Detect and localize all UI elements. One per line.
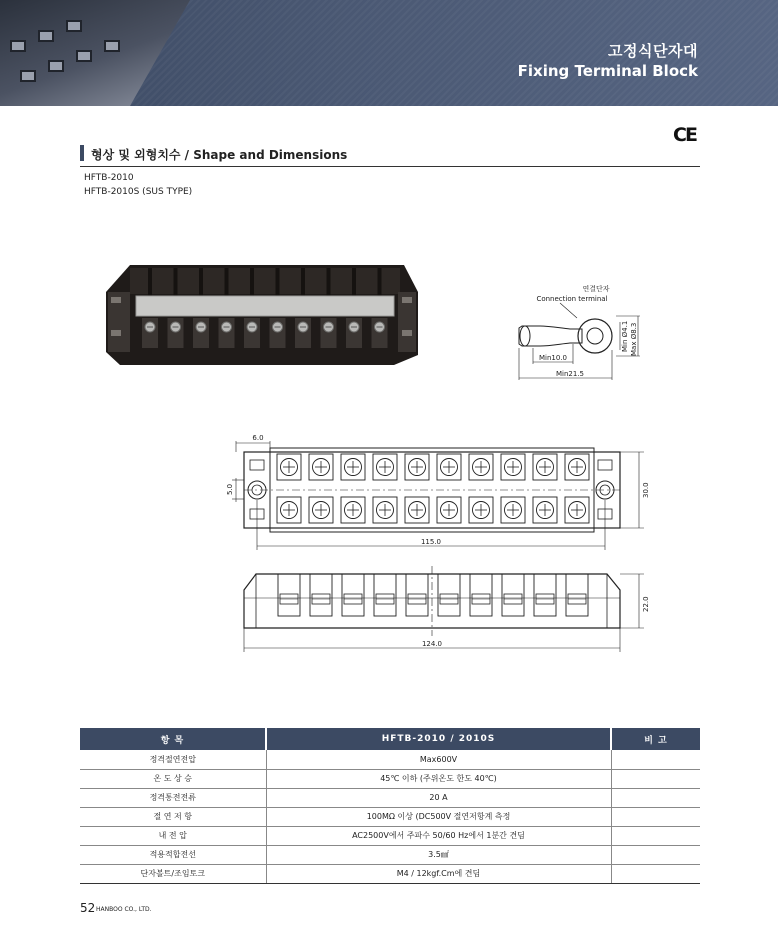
photo-separator-fin [301, 268, 305, 296]
dim-22: 22.0 [642, 596, 650, 612]
side-terminal-cell [534, 574, 556, 616]
dim-115: 115.0 [420, 538, 442, 546]
table-row [80, 769, 700, 788]
dim-5: 5.0 [226, 483, 234, 495]
model-name: HFTB-2010 [84, 173, 134, 183]
spec-item: 단자볼트/조임토크 [80, 864, 266, 883]
side-terminal-cell [438, 574, 460, 616]
spec-note [611, 864, 700, 883]
side-terminal-cell [342, 574, 364, 616]
connection-terminal-drawing [519, 284, 640, 380]
side-view-drawing [244, 566, 650, 652]
spec-item: 정격절연전압 [80, 750, 266, 769]
spec-note [611, 769, 700, 788]
page-number: 52 [80, 901, 96, 915]
table-row [80, 807, 700, 826]
spec-item: 온 도 상 승 [80, 769, 266, 788]
product-photo [106, 265, 418, 365]
photo-separator-fin [174, 268, 178, 296]
table-row [80, 750, 700, 769]
top-view-drawing [226, 434, 650, 550]
header-note: 비 고 [611, 728, 700, 750]
dim-max-8-3: Max Ø8.3 [630, 322, 638, 356]
side-terminal-cell [470, 574, 492, 616]
model-name-sus: HFTB-2010S (SUS TYPE) [84, 187, 193, 197]
spec-table [80, 728, 700, 884]
table-row [80, 788, 700, 807]
dim-min10: Min10.0 [538, 354, 568, 362]
spec-value: AC2500V에서 주파수 50/60 Hz에서 1분간 견딤 [266, 826, 611, 845]
banner-title-english: Fixing Terminal Block [517, 62, 698, 80]
photo-separator-fin [199, 268, 203, 296]
connection-terminal-label-en: Connection terminal [536, 295, 608, 303]
spec-value: Max600V [266, 750, 611, 769]
photo-separator-fin [378, 268, 382, 296]
spec-note [611, 807, 700, 826]
photo-separator-fin [225, 268, 229, 296]
side-terminal-cell [502, 574, 524, 616]
banner-title-korean: 고정식단자대 [608, 42, 698, 60]
spec-table-header [80, 728, 700, 750]
spec-note [611, 845, 700, 864]
spec-value: 45℃ 이하 (주위온도 한도 40℃) [266, 769, 611, 788]
dim-124: 124.0 [421, 640, 443, 648]
spec-item: 적용적합전선 [80, 845, 266, 864]
table-row [80, 845, 700, 864]
connection-terminal-label-ko: 연결단자 [582, 285, 610, 293]
side-terminal-cell [406, 574, 428, 616]
photo-separator-fin [250, 268, 254, 296]
side-terminal-cell [278, 574, 300, 616]
side-terminal-cell [374, 574, 396, 616]
dim-min21-5: Min21.5 [555, 370, 585, 378]
side-terminal-cell [310, 574, 332, 616]
photo-separator-fin [327, 268, 331, 296]
spec-item: 절 연 저 항 [80, 807, 266, 826]
header-model: HFTB-2010 / 2010S [266, 728, 611, 750]
table-row [80, 864, 700, 883]
spec-value: 20 A [266, 788, 611, 807]
spec-value: 3.5㎟ [266, 845, 611, 864]
dim-6: 6.0 [252, 434, 264, 442]
header-item: 항 목 [80, 728, 266, 750]
dim-min-4-1: Min Ø4.1 [621, 320, 629, 352]
dim-30: 30.0 [642, 482, 650, 498]
section-title: 형상 및 외형치수 / Shape and Dimensions [91, 148, 348, 162]
spec-note [611, 750, 700, 769]
footer-company: HANBOO CO., LTD. [96, 906, 152, 913]
table-row [80, 826, 700, 845]
spec-value: 100MΩ 이상 (DC500V 절연저항계 측정 [266, 807, 611, 826]
ce-mark-icon: CE [673, 124, 696, 146]
spec-item: 내 전 압 [80, 826, 266, 845]
photo-separator-fin [276, 268, 280, 296]
photo-separator-fin [352, 268, 356, 296]
spec-item: 정격통전전류 [80, 788, 266, 807]
side-terminal-cell [566, 574, 588, 616]
spec-note [611, 788, 700, 807]
spec-value: M4 / 12kgf.Cm에 견딤 [266, 864, 611, 883]
spec-note [611, 826, 700, 845]
photo-separator-fin [148, 268, 152, 296]
